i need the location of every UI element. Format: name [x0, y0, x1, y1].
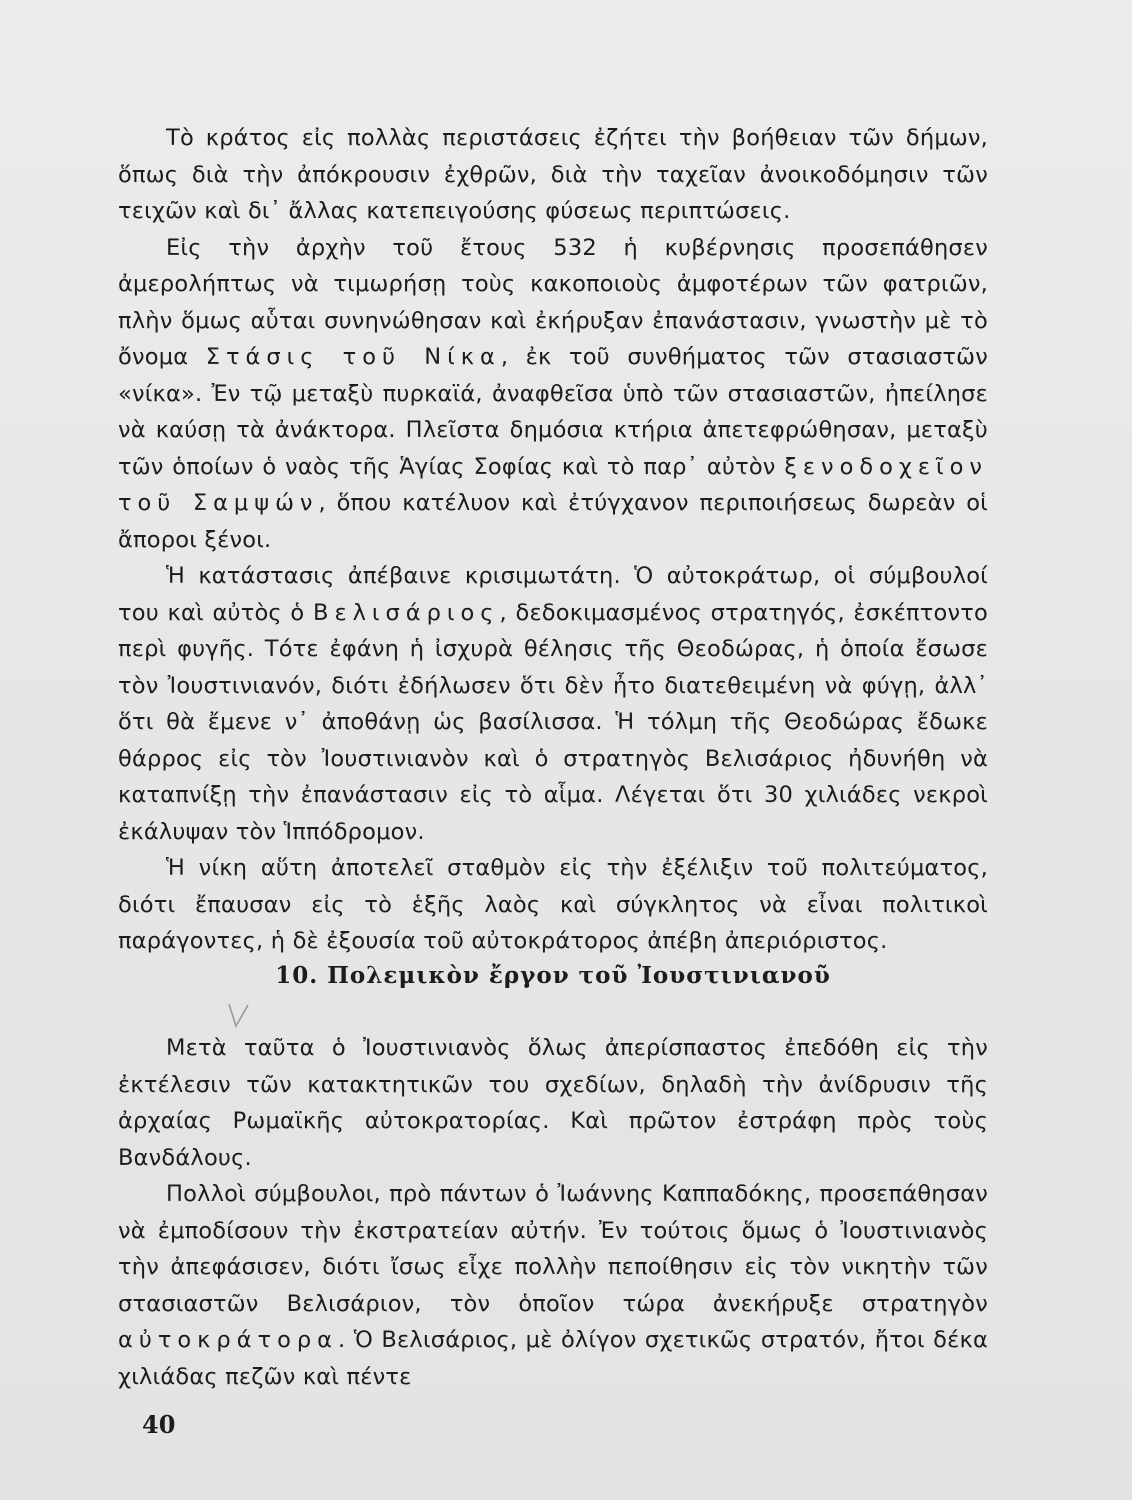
section-heading: 10. Πολεμικὸν ἔργον τοῦ Ἰουστινιανοῦ	[275, 962, 831, 989]
term-xenodocheion: ξενοδοχεῖον τοῦ Σαμψών	[118, 453, 988, 516]
paragraph-6-text-cont: . Ὁ Βελισάριος, μὲ ὀλίγον σχετικῶς στρατόν, ἤτοι δέκα χιλιάδας πεζῶν καὶ πέντε	[118, 1327, 988, 1390]
body-text-bottom	[118, 1030, 988, 1395]
paragraph-1: Τὸ κράτος εἰς πολλὰς περιστάσεις ἐζήτει τὴν βοήθειαν τῶν δήμων, ὅπως διὰ τὴν ἀπόκρουσιν ἐχθρῶν, διὰ τὴν ταχεῖαν ἀνοικοδόμησιν τῶν τειχῶν καὶ δι᾽ ἄλλας κατεπειγούσης φύσεως περιπτώσεις.	[118, 125, 988, 224]
paragraph-3	[118, 558, 988, 850]
page-number: 40	[142, 1410, 176, 1439]
term-autokratora: αὐτοκράτορα	[118, 1327, 338, 1353]
pencil-check-mark	[226, 1002, 252, 1028]
paragraph-2-text-cont: , ἐκ τοῦ συνθήματος τῶν στασιαστῶν «νίκα». Ἐν τῷ μεταξὺ πυρκαϊά, ἀναφθεῖσα ὑπὸ τῶν στασιαστῶν, ἠπείλησε νὰ καύσῃ τὰ ἀνάκτορα. Πλεῖστα δημόσια κτήρια ἀπετεφρώθησαν, μεταξὺ τῶν ὁποίων ὁ ναὸς τῆς Ἁγίας Σοφίας καὶ τὸ παρ᾽ αὐτὸν	[118, 344, 988, 480]
paragraph-2-text: Εἰς τὴν ἀρχὴν τοῦ ἔτους 532 ἡ κυβέρνησις προσεπάθησεν ἀμερολήπτως νὰ τιμωρήσῃ τοὺς κακοποιοὺς ἀμφοτέρων τῶν φατριῶν, πλὴν ὅμως αὗται συνηνώθησαν καὶ ἐκήρυξαν ἐπανάστασιν, γνωστὴν μὲ τὸ ὄνομα	[118, 234, 988, 370]
paragraph-2-text-end: , ὅπου κατέλυον καὶ ἐτύγχανον περιποιήσεως δωρεὰν οἱ ἄποροι ξένοι.	[118, 490, 988, 553]
body-text-top	[118, 120, 988, 960]
term-stasis-tou-nika: Στάσις τοῦ Νίκα	[205, 344, 501, 370]
paragraph-3-text: Ἡ κατάστασις ἀπέβαινε κρισιμωτάτη. Ὁ αὐτοκράτωρ, οἱ σύμβουλοί του καὶ αὐτὸς ὁ	[118, 563, 988, 626]
term-belisarios: Βελισάριος	[313, 599, 500, 626]
paragraph-3-text-cont: , δεδοκιμασμένος στρατηγός, ἐσκέπτοντο περὶ φυγῆς. Τότε ἐφάνη ἡ ἰσχυρὰ θέλησις τῆς Θεοδώρας, ἡ ὁποία ἔσωσε τὸν Ἰουστινιανόν, διότι ἐδήλωσεν ὅτι δὲν ἦτο διατεθειμένη νὰ φύγῃ, ἀλλ᾽ ὅτι θὰ ἔμενε ν᾽ ἀποθάνῃ ὡς βασίλισσα. Ἡ τόλμη τῆς Θεοδώρας ἔδωκε θάρρος εἰς τὸν Ἰουστινιανὸν καὶ ὁ στρατηγὸς Βελισάριος ἠδυνήθη νὰ καταπνίξῃ τὴν ἐπανάστασιν εἰς τὸ αἷμα. Λέγεται ὅτι 30 χιλιάδες νεκροὶ ἐκάλυψαν τὸν Ἱππόδρομον.	[118, 599, 988, 845]
paragraph-4: Ἡ νίκη αὕτη ἀποτελεῖ σταθμὸν εἰς τὴν ἐξέλιξιν τοῦ πολιτεύματος, διότι ἔπαυσαν εἰς τὸ ἑξῆς λαὸς καὶ σύγκλητος νὰ εἶναι πολιτικοὶ παράγοντες, ἡ δὲ ἐξουσία τοῦ αὐτοκράτορος ἀπέβη ἀπεριόριστος.	[118, 855, 988, 954]
paragraph-2	[118, 230, 988, 559]
paragraph-6	[118, 1176, 988, 1395]
paragraph-6-text: Πολλοὶ σύμβουλοι, πρὸ πάντων ὁ Ἰωάννης Καππαδόκης, προσεπάθησαν νὰ ἐμποδίσουν τὴν ἐκστρατείαν αὐτήν. Ἐν τούτοις ὅμως ὁ Ἰουστινιανὸς τὴν ἀπεφάσισεν, διότι ἴσως εἶχε πολλὴν πεποίθησιν εἰς τὸν νικητὴν τῶν στασιαστῶν Βελισάριον, τὸν ὁποῖον τώρα ἀνεκήρυξε στρατηγὸν	[118, 1181, 988, 1317]
paragraph-5: Μετὰ ταῦτα ὁ Ἰουστινιανὸς ὅλως ἀπερίσπαστος ἐπεδόθη εἰς τὴν ἐκτέλεσιν τῶν κατακτητικῶν του σχεδίων, δηλαδὴ τὴν ἀνίδρυσιν τῆς ἀρχαίας Ρωμαϊκῆς αὐτοκρατορίας. Καὶ πρῶτον ἐστράφη πρὸς τοὺς Βανδάλους.	[118, 1035, 988, 1171]
